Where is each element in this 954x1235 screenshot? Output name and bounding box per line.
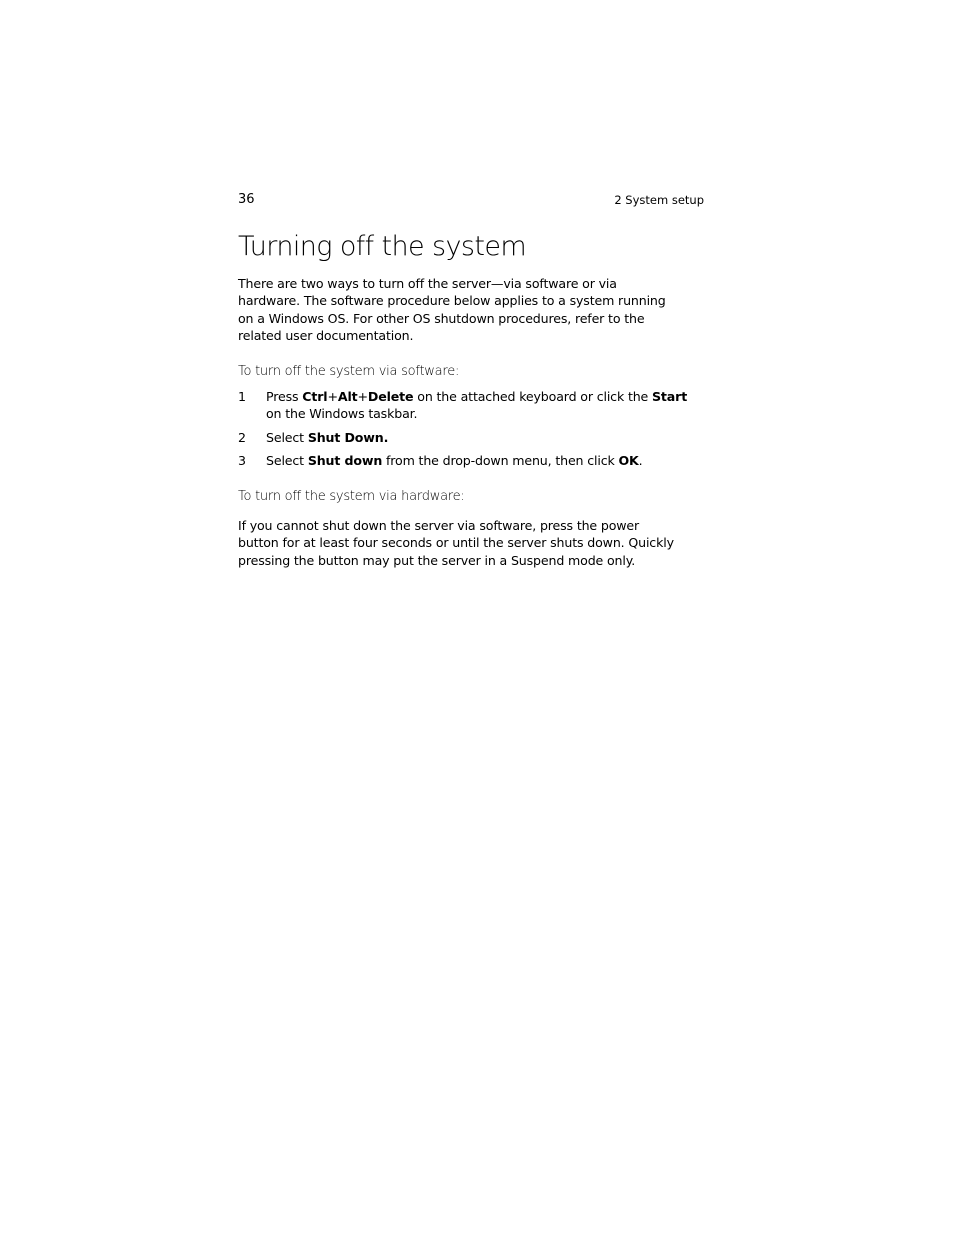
intro-line: hardware. The software procedure below applies to a system running: [238, 293, 666, 309]
key-alt: Alt: [337, 389, 358, 404]
page-number: 36: [238, 192, 255, 207]
step-text-segment: Select: [266, 452, 308, 468]
hardware-paragraph: [238, 517, 704, 569]
running-head: 2 System setup: [614, 193, 704, 207]
step-number: 1: [238, 389, 246, 404]
step-text-segment: from the drop-down menu, then click: [382, 452, 619, 468]
page-header: [238, 191, 704, 209]
step-text-segment: on the attached keyboard or click the: [413, 389, 653, 404]
step-item-2: [238, 429, 704, 446]
step-item-1: [238, 388, 704, 423]
step-text-segment: Select: [266, 429, 308, 445]
step-text-segment: on the Windows taskbar.: [266, 406, 418, 422]
step-item-3: [238, 452, 704, 469]
start-label: Start: [652, 389, 688, 404]
key-plus: +: [357, 389, 368, 404]
hardware-line: pressing the button may put the server in a Suspend mode only.: [238, 552, 636, 568]
step-number: 3: [238, 452, 246, 468]
intro-paragraph: [238, 275, 704, 344]
hardware-line: button for at least four seconds or until the server shuts down. Quickly: [238, 535, 674, 551]
intro-line: on a Windows OS. For other OS shutdown procedures, refer to the: [238, 310, 645, 326]
hardware-subheading: To turn off the system via hardware:: [238, 489, 465, 504]
key-plus: +: [327, 389, 338, 404]
step-number: 2: [238, 429, 246, 445]
step-text: [266, 430, 388, 445]
shut-down-label: Shut Down.: [307, 429, 389, 445]
step-text: [266, 453, 643, 468]
step-text-segment: Press: [266, 389, 303, 404]
software-steps-list: [238, 388, 704, 469]
step-text: [266, 389, 687, 421]
intro-line: related user documentation.: [238, 327, 414, 343]
intro-line: There are two ways to turn off the server—via software or via: [238, 276, 617, 291]
ok-label: OK: [618, 452, 639, 468]
software-subheading: To turn off the system via software:: [238, 364, 460, 379]
hardware-line: If you cannot shut down the server via software, press the power: [238, 518, 640, 533]
section-title: Turning off the system: [238, 231, 527, 262]
key-ctrl: Ctrl: [302, 389, 328, 404]
shut-down-option-label: Shut down: [307, 452, 383, 468]
key-delete: Delete: [367, 389, 414, 404]
step-text-segment: .: [638, 452, 643, 468]
